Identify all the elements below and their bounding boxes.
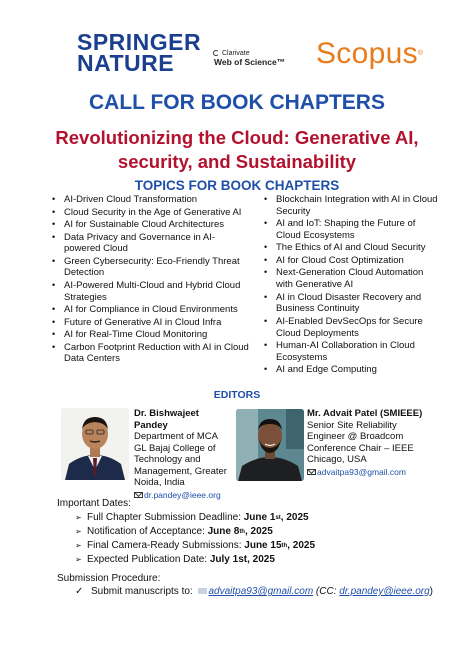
- important-dates-heading: Important Dates:: [57, 498, 131, 509]
- topics-heading: TOPICS FOR BOOK CHAPTERS: [134, 178, 340, 193]
- editor-2-detail: Senior Site Reliability: [307, 419, 397, 431]
- editor-2-card: [307, 408, 447, 478]
- springer-nature-logo: SPRINGER NATURE: [77, 29, 202, 76]
- topic-item: • AI-Driven Cloud Transformation: [50, 194, 250, 206]
- topics-list-right: [262, 194, 442, 377]
- topic-item: • Human-AI Collaboration in Cloud Ecosystems: [262, 340, 442, 363]
- book-subtitle: Revolutionizing the Cloud: Generative AI, security, and Sustainability: [55, 127, 419, 172]
- date-item: ➢ Notification of Acceptance: June 8th, 2025: [75, 525, 315, 539]
- web-of-science-logo: Clarivate Web of Science™: [214, 50, 286, 67]
- editor-1-detail: Technology and: [134, 454, 201, 465]
- topic-item: • AI-Powered Multi-Cloud and Hybrid Cloud Strategies: [50, 280, 250, 303]
- topic-item: • AI and Edge Computing: [262, 364, 442, 376]
- topic-item: • Data Privacy and Governance in AI-powered Cloud: [50, 232, 250, 255]
- topic-item: • Cloud Security in the Age of Generative AI: [50, 207, 250, 219]
- editor-1-detail: Department of MCA: [134, 431, 218, 442]
- editor-2-photo: [236, 409, 304, 481]
- page-title: CALL FOR BOOK CHAPTERS: [89, 91, 385, 114]
- submission-email-link[interactable]: advaitpa93@gmail.com: [208, 586, 314, 597]
- editor-2-detail: Engineer @ Broadcom: [307, 431, 404, 442]
- topic-item: • Future of Generative AI in Cloud Infra: [50, 317, 250, 329]
- check-icon: ✓: [75, 586, 84, 597]
- editor-2-name: Mr. Advait Patel (SMIEEE): [307, 408, 423, 419]
- envelope-icon: [198, 588, 207, 594]
- editor-2-detail: Conference Chair – IEEE: [307, 442, 414, 454]
- topic-item: • AI for Cloud Cost Optimization: [262, 255, 442, 267]
- topic-item: • AI in Cloud Disaster Recovery and Business Continuity: [262, 292, 442, 315]
- submission-heading: Submission Procedure:: [57, 573, 161, 584]
- editor-1-detail: Management, Greater: [134, 465, 227, 477]
- topic-item: • AI and IoT: Shaping the Future of Cloud Ecosystems: [262, 218, 442, 241]
- submission-line: ✓ Submit manuscripts to: advaitpa93@gmail.com (CC: dr.pandey@ieee.org): [75, 586, 434, 597]
- topic-item: • Green Cybersecurity: Eco-Friendly Threat Detection: [50, 256, 250, 279]
- topic-item: • The Ethics of AI and Cloud Security: [262, 242, 442, 254]
- editor-2-detail: Chicago, USA: [307, 454, 367, 465]
- topic-item: • AI for Compliance in Cloud Environments: [50, 304, 250, 316]
- topic-item: • Next-Generation Cloud Automation with Generative AI: [262, 267, 442, 290]
- topic-item: • AI for Sustainable Cloud Architectures: [50, 219, 250, 231]
- date-item: ➢ Expected Publication Date: July 1st, 2025: [75, 553, 315, 567]
- topics-list-left: [50, 194, 250, 366]
- date-item: ➢ Full Chapter Submission Deadline: June 1st, 2025: [75, 511, 315, 525]
- editor-1-name: Dr. Bishwajeet Pandey: [134, 408, 199, 431]
- topic-item: • AI for Real-Time Cloud Monitoring: [50, 329, 250, 341]
- topic-item: • Blockchain Integration with AI in Cloud Security: [262, 194, 442, 217]
- mail-icon: [134, 492, 143, 498]
- topic-item: • AI-Enabled DevSecOps for Secure Cloud Deployments: [262, 316, 442, 339]
- scopus-logo: Scopus®: [316, 37, 424, 70]
- editors-heading: EDITORS: [213, 389, 261, 401]
- editor-1-detail: Noida, India: [134, 477, 185, 488]
- important-dates-list: [75, 511, 315, 567]
- editor-1-email[interactable]: dr.pandey@ieee.org: [134, 490, 234, 502]
- editor-2-email[interactable]: advaitpa93@gmail.com: [307, 467, 447, 479]
- mail-icon: [307, 469, 316, 475]
- date-item: ➢ Final Camera-Ready Submissions: June 15th, 2025: [75, 539, 315, 553]
- logo-bar: [0, 26, 474, 78]
- editor-1-photo: [61, 408, 129, 480]
- editor-1-detail: GL Bajaj College of: [134, 442, 216, 454]
- editor-1-card: [134, 408, 234, 501]
- topic-item: • Carbon Footprint Reduction with AI in Cloud Data Centers: [50, 342, 250, 365]
- cc-email-link[interactable]: dr.pandey@ieee.org: [339, 586, 430, 597]
